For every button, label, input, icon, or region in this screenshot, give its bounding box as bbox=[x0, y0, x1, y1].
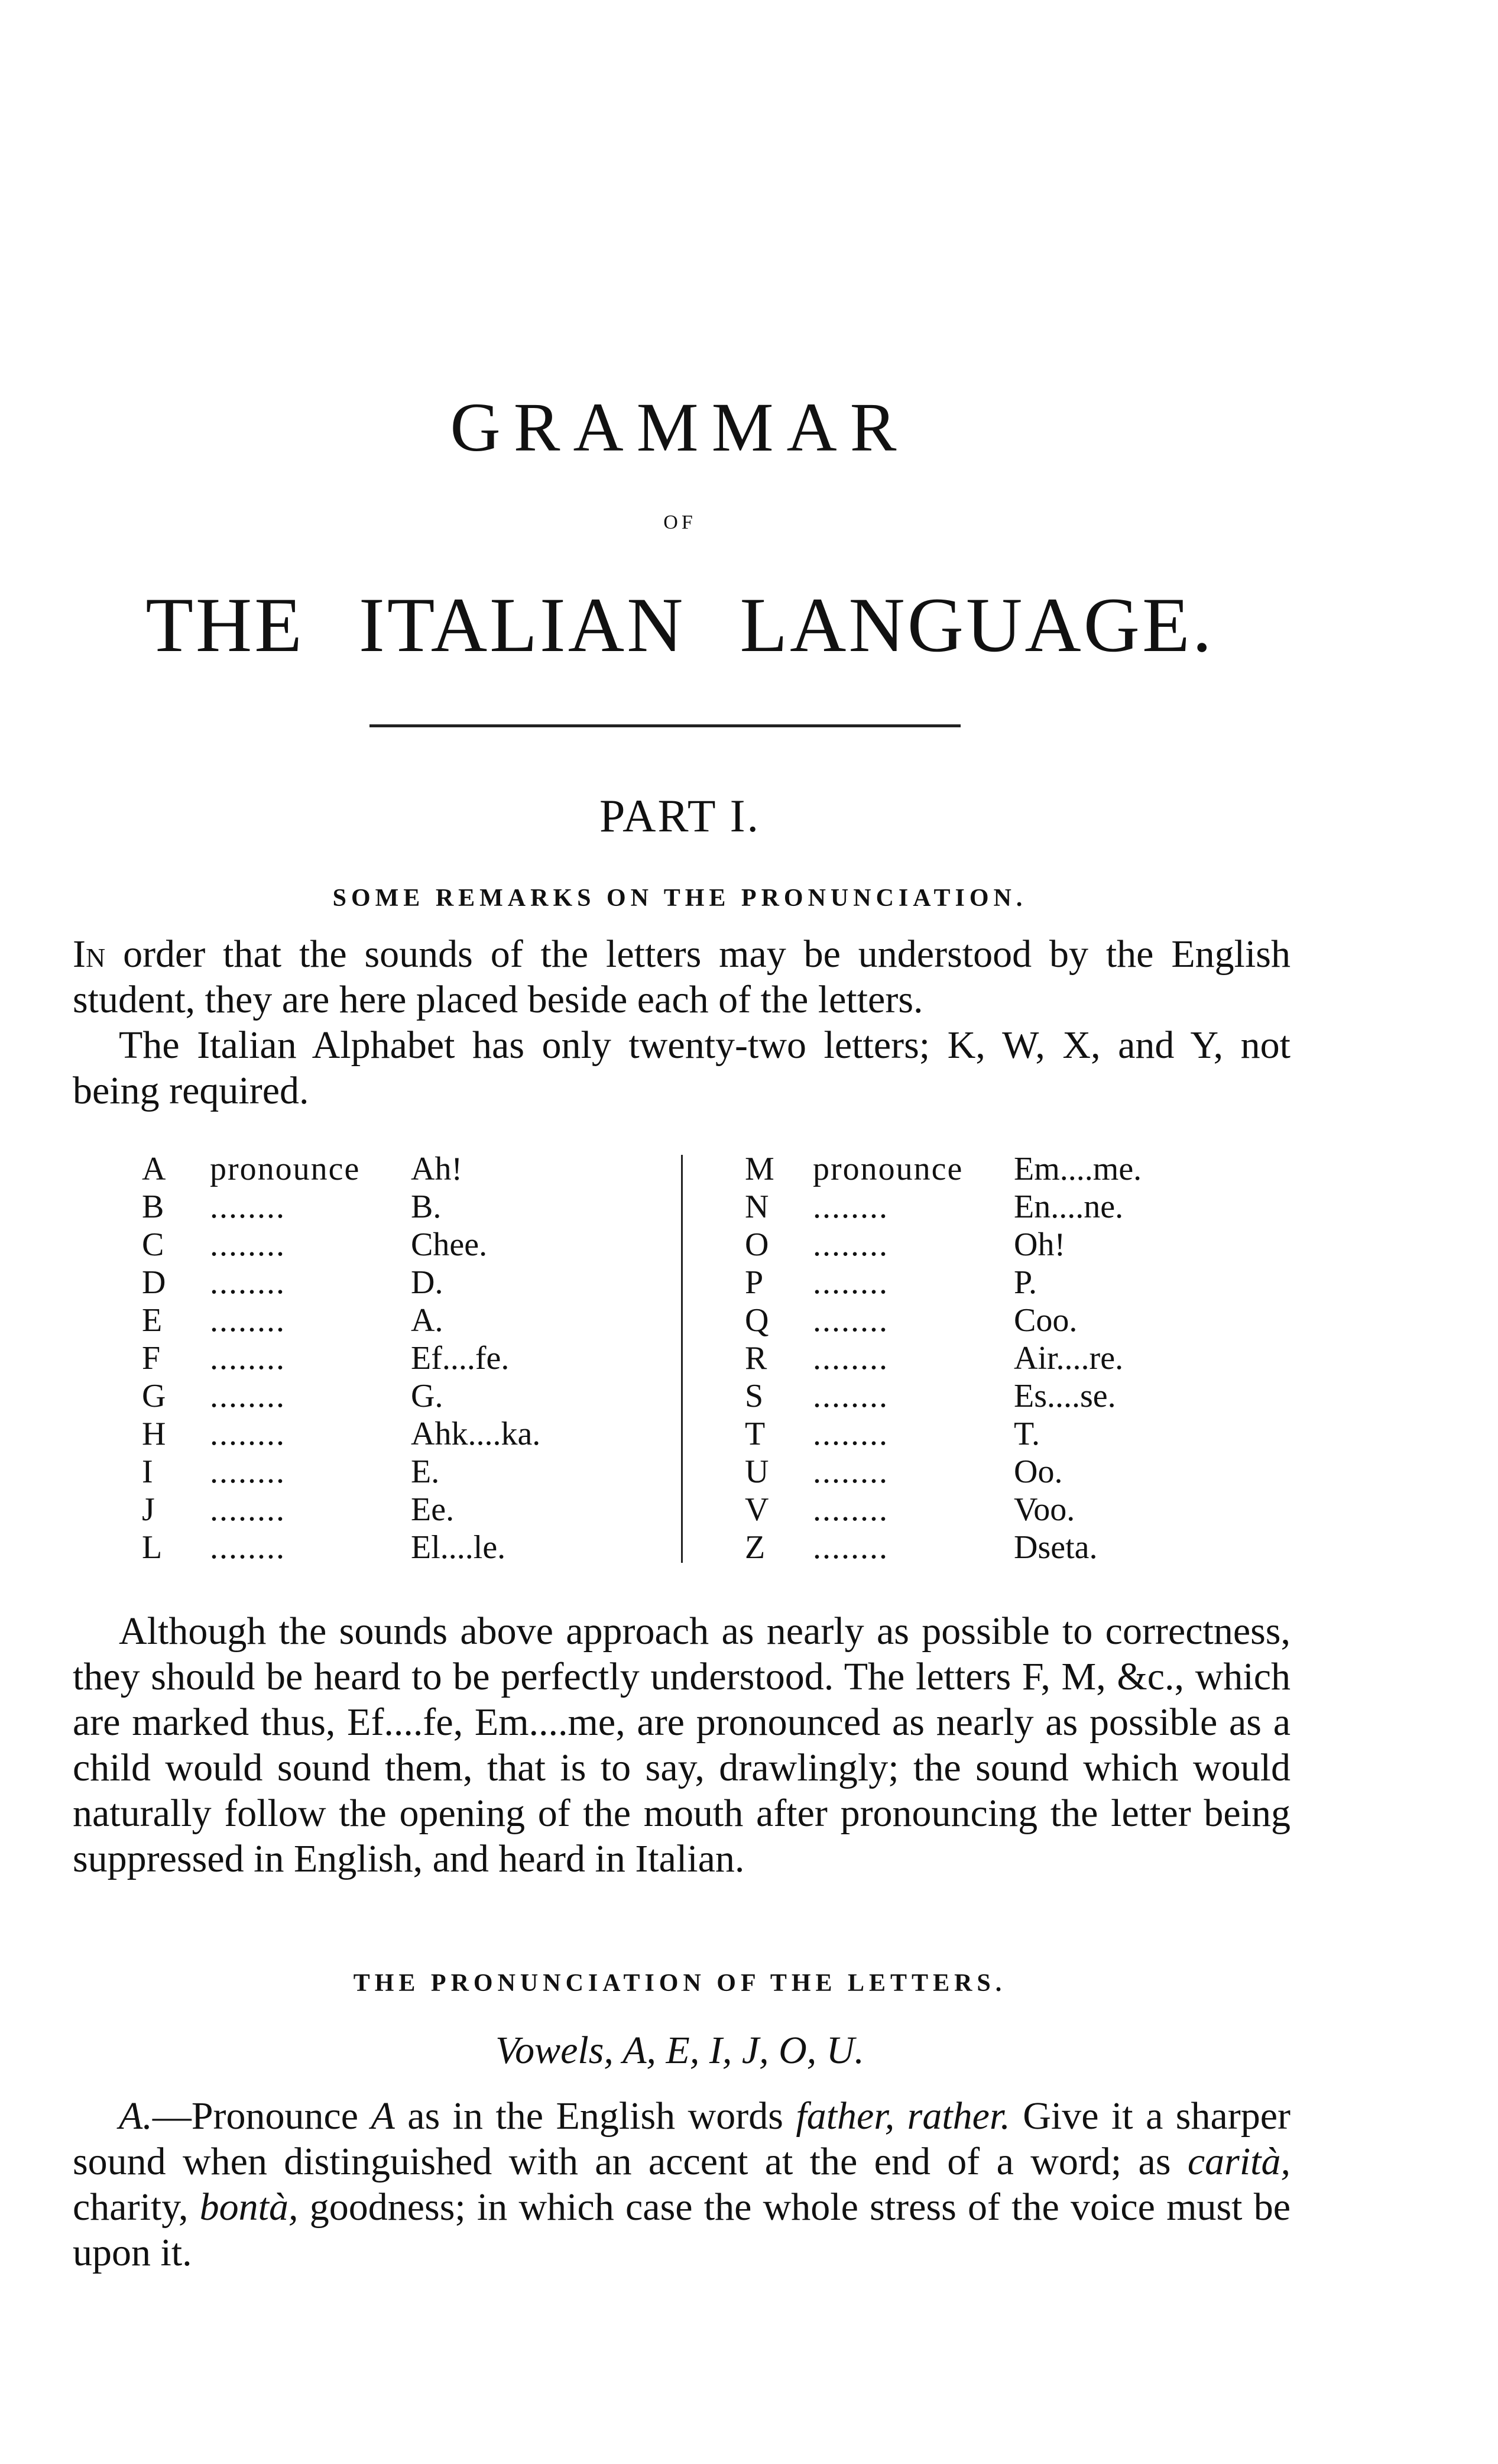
vowel-a-text bbox=[73, 2093, 1291, 2275]
section-heading-letters: THE PRONUNCIATION OF THE LETTERS. bbox=[353, 1970, 1007, 1997]
alphabet-sound: E. bbox=[411, 1453, 440, 1490]
alphabet-sound: Ee. bbox=[411, 1491, 455, 1528]
alphabet-pronounce: ........ bbox=[813, 1264, 889, 1301]
alphabet-row bbox=[745, 1377, 1265, 1415]
alphabet-row bbox=[745, 1339, 1265, 1377]
alphabet-letter: O bbox=[745, 1226, 769, 1263]
alphabet-sound: Ahk....ka. bbox=[411, 1416, 541, 1452]
alphabet-sound: Oh! bbox=[1014, 1226, 1066, 1263]
alphabet-row bbox=[142, 1415, 662, 1453]
word-carita: carità, bbox=[1187, 2140, 1291, 2183]
alphabet-letter: Q bbox=[745, 1302, 769, 1339]
vowel-a-t5: charity, bbox=[73, 2185, 200, 2229]
alphabet-pronounce: ........ bbox=[210, 1529, 286, 1566]
alphabet-row bbox=[142, 1529, 662, 1566]
alphabet-sound: Coo. bbox=[1014, 1302, 1078, 1339]
alphabet-row bbox=[745, 1453, 1265, 1491]
alphabet-letter: H bbox=[142, 1416, 166, 1452]
alphabet-sound: El....le. bbox=[411, 1529, 506, 1566]
alphabet-pronounce: ........ bbox=[210, 1453, 286, 1490]
vowel-a-label: A. bbox=[119, 2094, 153, 2138]
alphabet-row bbox=[142, 1377, 662, 1415]
alphabet-letter: I bbox=[142, 1453, 153, 1490]
alphabet-row bbox=[142, 1491, 662, 1529]
alphabet-pronounce: ........ bbox=[210, 1264, 286, 1301]
alphabet-pronounce: pronounce bbox=[813, 1151, 964, 1187]
vowel-a-t1: —Pronounce bbox=[152, 2094, 371, 2138]
alphabet-letter: T bbox=[745, 1416, 766, 1452]
alphabet-pronounce: ........ bbox=[813, 1226, 889, 1263]
alphabet-sound: En....ne. bbox=[1014, 1189, 1124, 1225]
alphabet-letter: R bbox=[745, 1340, 767, 1377]
alphabet-pronounce: ........ bbox=[813, 1491, 889, 1528]
alphabet-row bbox=[142, 1339, 662, 1377]
intro-text-1: order that the sounds of the letters may be understood by the English student, they are here placed beside each of the letters. bbox=[73, 933, 1291, 1021]
alphabet-pronounce: ........ bbox=[210, 1416, 286, 1452]
alphabet-row bbox=[142, 1301, 662, 1339]
intro-sentence-1 bbox=[73, 931, 1291, 1022]
alphabet-letter: L bbox=[142, 1529, 163, 1566]
alphabet-column-right bbox=[745, 1150, 1265, 1566]
column-divider bbox=[681, 1155, 683, 1563]
alphabet-row bbox=[745, 1301, 1265, 1339]
alphabet-pronounce: ........ bbox=[813, 1529, 889, 1566]
alphabet-letter: N bbox=[745, 1189, 769, 1225]
alphabet-row bbox=[745, 1150, 1265, 1188]
vowel-a-t4: Give it a sharper sound when distinguished with an accent at the end of a word; as bbox=[73, 2094, 1291, 2183]
book-title: GRAMMAR bbox=[450, 388, 910, 466]
word-bonta: bontà, bbox=[199, 2185, 299, 2229]
alphabet-pronounce: ........ bbox=[813, 1302, 889, 1339]
alphabet-sound: Air....re. bbox=[1014, 1340, 1124, 1377]
alphabet-sound: Chee. bbox=[411, 1226, 488, 1263]
alphabet-row bbox=[142, 1264, 662, 1301]
alphabet-sound: Ah! bbox=[411, 1151, 463, 1187]
alphabet-pronounce: ........ bbox=[210, 1491, 286, 1528]
alphabet-pronounce: pronounce bbox=[210, 1151, 361, 1187]
alphabet-sound: P. bbox=[1014, 1264, 1037, 1301]
word-rather: rather. bbox=[907, 2094, 1010, 2138]
alphabet-letter: E bbox=[142, 1302, 163, 1339]
alphabet-sound: A. bbox=[411, 1302, 443, 1339]
alphabet-sound: Oo. bbox=[1014, 1453, 1063, 1490]
alphabet-letter: F bbox=[142, 1340, 161, 1377]
alphabet-row bbox=[745, 1188, 1265, 1226]
intro-sentence-2: The Italian Alphabet has only twenty-two letters; K, W, X, and Y, not being required. bbox=[73, 1024, 1291, 1112]
word-father: father, bbox=[796, 2094, 895, 2138]
alphabet-letter: M bbox=[745, 1151, 774, 1187]
section-heading-pronunciation: SOME REMARKS ON THE PRONUNCIATION. bbox=[332, 885, 1027, 912]
alphabet-letter: U bbox=[745, 1453, 769, 1490]
alphabet-row bbox=[142, 1150, 662, 1188]
alphabet-pronounce: ........ bbox=[813, 1416, 889, 1452]
alphabet-row bbox=[745, 1529, 1265, 1566]
alphabet-sound: B. bbox=[411, 1189, 442, 1225]
alphabet-letter: S bbox=[745, 1378, 764, 1414]
alphabet-table bbox=[142, 1150, 1265, 1576]
alphabet-pronounce: ........ bbox=[813, 1189, 889, 1225]
book-subtitle: THE ITALIAN LANGUAGE. bbox=[145, 581, 1214, 668]
alphabet-sound: G. bbox=[411, 1378, 443, 1414]
alphabet-sound: D. bbox=[411, 1264, 443, 1301]
alphabet-pronounce: ........ bbox=[813, 1453, 889, 1490]
vowel-a-t3 bbox=[894, 2094, 907, 2138]
pronunciation-note-paragraph bbox=[73, 1608, 1291, 1882]
alphabet-column-left bbox=[142, 1150, 662, 1566]
alphabet-letter: V bbox=[745, 1491, 769, 1528]
alphabet-sound: Em....me. bbox=[1014, 1151, 1142, 1187]
title-connector: OF bbox=[663, 511, 696, 533]
alphabet-pronounce: ........ bbox=[210, 1189, 286, 1225]
alphabet-pronounce: ........ bbox=[813, 1378, 889, 1414]
alphabet-letter: A bbox=[142, 1151, 166, 1187]
alphabet-sound: Dseta. bbox=[1014, 1529, 1098, 1566]
alphabet-row bbox=[745, 1226, 1265, 1264]
alphabet-row bbox=[142, 1188, 662, 1226]
alphabet-letter: P bbox=[745, 1264, 764, 1301]
alphabet-letter: B bbox=[142, 1189, 164, 1225]
alphabet-pronounce: ........ bbox=[210, 1378, 286, 1414]
alphabet-pronounce: ........ bbox=[813, 1340, 889, 1377]
part-heading: PART I. bbox=[599, 790, 761, 841]
alphabet-pronounce: ........ bbox=[210, 1340, 286, 1377]
alphabet-sound: Voo. bbox=[1014, 1491, 1075, 1528]
alphabet-row bbox=[745, 1491, 1265, 1529]
alphabet-letter: G bbox=[142, 1378, 166, 1414]
note-text: Although the sounds above approach as nearly as possible to correctness, they should be heard to be perfectly understood. The letters F, M, &c., which are marked thus, Ef....fe, Em....me, are pronounced as nearly as possible as a child would sound them, that is to say, drawlingly; the sound which would naturally follow the opening of the mouth after pronouncing the letter being suppressed in English, and heard in Italian. bbox=[73, 1610, 1291, 1880]
vowel-a-letter: A bbox=[371, 2094, 395, 2138]
alphabet-row bbox=[142, 1226, 662, 1264]
alphabet-sound: Es....se. bbox=[1014, 1378, 1116, 1414]
vowel-a-paragraph bbox=[73, 2093, 1291, 2275]
vowel-a-t2: as in the English words bbox=[394, 2094, 796, 2138]
alphabet-sound: Ef....fe. bbox=[411, 1340, 510, 1377]
alphabet-row bbox=[745, 1415, 1265, 1453]
title-rule bbox=[369, 724, 961, 727]
alphabet-letter: D bbox=[142, 1264, 166, 1301]
vowel-a-t6: goodness; in which case the whole stress of the voice must be upon it. bbox=[73, 2185, 1291, 2274]
vowels-heading: Vowels, A, E, I, J, O, U. bbox=[495, 2029, 864, 2072]
alphabet-letter: Z bbox=[745, 1529, 766, 1566]
lead-word: In bbox=[73, 933, 106, 976]
alphabet-letter: J bbox=[142, 1491, 155, 1528]
alphabet-row bbox=[745, 1264, 1265, 1301]
alphabet-pronounce: ........ bbox=[210, 1302, 286, 1339]
alphabet-letter: C bbox=[142, 1226, 164, 1263]
alphabet-pronounce: ........ bbox=[210, 1226, 286, 1263]
alphabet-sound: T. bbox=[1014, 1416, 1040, 1452]
intro-paragraph bbox=[73, 931, 1291, 1113]
alphabet-row bbox=[142, 1453, 662, 1491]
